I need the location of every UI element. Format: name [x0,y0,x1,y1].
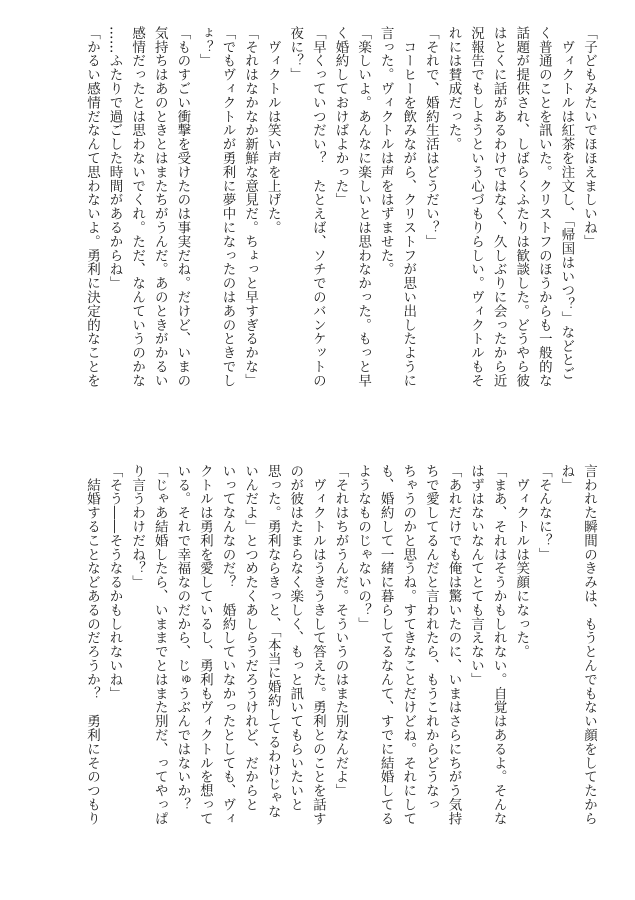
text-line: ょ？」 [196,26,213,68]
text-line: 「かるい感情だなんて思わないよ。勇利に決定的なことを [83,26,100,388]
text-line: ね」 [558,464,575,492]
text-line: れには賛成だった。 [445,26,462,152]
text-line: り言うわけだね？」 [129,464,146,590]
text-line: 思った。勇利ならきっと、「本当に婚約してるわけじゃな [264,464,281,819]
text-line: 「それはなかなか新鮮な意見だ。ちょっと早すぎるかな」 [242,26,259,388]
text-line: クトルは勇利を愛しているし、勇利もヴィクトルを想って [196,464,213,826]
text-line: はずはないなんてとても言えない」 [468,464,485,687]
text-line: 「早くっていつだい？ たとえば、ソチでのバンケットの [309,26,326,388]
upper-text-block [52,26,600,434]
text-line: 気持ちはあのときとはまたちがうんだ。あのときがかるい [151,26,168,388]
text-line: いんだよ」とつめたくあしらうだろうけれど、だからと [242,464,259,812]
text-line: 言った。ヴィクトルは声をはずませた。 [377,26,394,277]
text-line: 「子どもみたいでほほえましいね」 [581,26,597,249]
text-line: 「ものすごい衝撃を受けたのは事実だね。だけど、いまの [174,26,191,388]
text-line: ようなものじゃないの？」 [355,464,372,631]
text-line: 況報告でもしようという心づもりらしい。ヴィクトルもそ [468,26,485,388]
text-line: 「じゃあ結婚したら、いままでとはまた別だ、ってやっぱ [151,464,168,826]
text-line: 話題が提供され、しばらくふたりは歓談した。どうやら彼 [513,26,530,388]
text-line: コーヒーを飲みながら、クリストフが思い出したように [400,26,417,388]
text-line: ヴィクトルはうきうきして答えた。勇利とのことを話す [309,464,326,826]
text-line: 「そんなに？」 [535,464,552,562]
text-line: ヴィクトルは笑い声を上げた。 [264,26,281,235]
text-line: ちで愛してるんだと言われたら、もうこれからどうなっ [422,464,439,812]
text-line: も、婚約して一緒に暮らしてるなんて、すでに結婚してる [377,464,394,826]
text-line: 「でもヴィクトルが勇利に夢中になったのはあのときでし [219,26,236,388]
lower-text-block [52,464,600,878]
text-line: 「それはちがうんだ。そういうのはまた別なんだよ」 [332,464,349,798]
text-line: ヴィクトルは紅茶を注文し、「帰国はいつ？」などとご [558,26,575,381]
text-line: く普通のことを訊いた。クリストフのほうからも一般的な [535,26,552,388]
text-line: はとくに話があるわけではなく、久しぶりに会ったから近 [490,26,507,388]
text-line: く婚約しておけばよかった」 [332,26,349,207]
text-line: 感情だったとは思わないでくれ。ただ、なんていうのかな [129,26,146,388]
text-line: ヴィクトルは笑顔になった。 [513,464,530,659]
text-line: いる。それで幸福なのだから、じゅうぶんではないか？ [174,464,191,812]
text-line: 言われた瞬間のきみは、もうとんでもない顔をしてたから [581,464,597,826]
text-line: のが彼はたまらなく楽しく、もっと訊いてもらいたいと [287,464,304,812]
text-line: 結婚することなどあるのだろうか？ 勇利にそのつもり [83,464,100,826]
text-line: 「まあ、それはそうかもしれない。自覚はあるよ。そんな [490,464,507,826]
text-line: ……ふたりで過ごした時間があるからね」 [106,26,123,291]
text-line: 「楽しいよ。あんなに楽しいとは思わなかった。もっと早 [355,26,372,388]
text-line: 「そう――そうなるかもしれないね」 [106,464,123,701]
text-line: 夜に？」 [287,26,304,82]
text-line: 「それで、婚約生活はどうだい？」 [422,26,439,249]
text-line: 「あれだけでも俺は驚いたのに、いまはさらにちがう気持 [445,464,462,826]
text-line: いってなんなのだ？ 婚約していなかったとしても、ヴィ [219,464,236,826]
text-line: ちゃうのかと思うね。すてきなことだけどね。それにして [400,464,417,826]
